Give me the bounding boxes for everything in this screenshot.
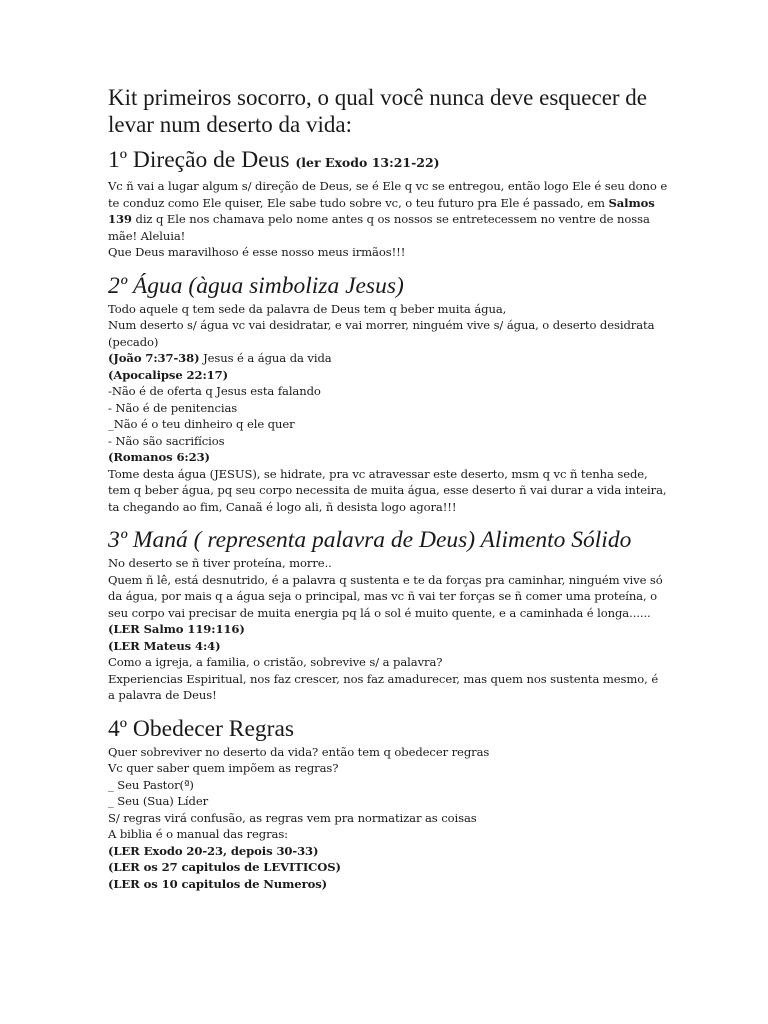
bible-reference bbox=[108, 876, 668, 893]
paragraph-text: diz q Ele nos chamava pelo nome antes q os nossos se entretecessem no ventre de nossa mãe! Aleluia! bbox=[108, 212, 650, 243]
bible-reference bbox=[108, 843, 668, 860]
list-item: _ Seu Pastor(ª) bbox=[108, 777, 194, 792]
list-item: _Não é o teu dinheiro q ele quer bbox=[108, 417, 295, 431]
paragraph: No deserto se ñ tiver proteína, morre.. bbox=[108, 556, 332, 570]
section-heading-text: 1º Direção de Deus bbox=[108, 147, 290, 173]
list-item: - Não é de penitencias bbox=[108, 400, 238, 415]
bible-reference bbox=[108, 621, 668, 638]
list-item: -Não é de oferta q Jesus esta falando bbox=[108, 384, 321, 398]
section-heading: 2º Água (àgua simboliza Jesus) bbox=[108, 272, 404, 299]
list-item: - Não são sacrifícios bbox=[108, 433, 225, 448]
paragraph: Vc quer saber quem impõem as regras? bbox=[108, 761, 339, 775]
section-agua bbox=[108, 273, 668, 516]
paragraph: Num deserto s/ água vc vai desidratar, e vai morrer, ninguém vive s/ água, o deserto desidrata (pecado) bbox=[108, 318, 655, 349]
bible-reference bbox=[108, 367, 668, 384]
section-heading: 4º Obedecer Regras bbox=[108, 715, 295, 742]
bible-reference bbox=[108, 449, 668, 466]
bible-reference: (João 7:37-38) bbox=[108, 351, 200, 365]
paragraph: Que Deus maravilhoso é esse nosso meus irmãos!!! bbox=[108, 245, 406, 259]
paragraph: Todo aquele q tem sede da palavra de Deus tem q beber muita água, bbox=[108, 301, 507, 316]
paragraph: Tome desta água (JESUS), se hidrate, pra vc atravessar este deserto, msm q vc ñ tenha sede, tem q beber água, pq seu corpo necessita de muita água, esse deserto ñ vai durar a vida inteira, ta chegando ao fim, Canaã é logo ali, ñ desista logo agora!!! bbox=[108, 466, 667, 514]
bible-reference-text: (LER os 27 capitulos de LEVITICOS) bbox=[108, 860, 341, 874]
bible-reference: Salmos 139 bbox=[108, 195, 655, 226]
document-page bbox=[108, 84, 668, 904]
bible-reference-text: (Romanos 6:23) bbox=[108, 450, 210, 464]
paragraph bbox=[108, 350, 668, 367]
paragraph: Quer sobreviver no deserto da vida? então tem q obedecer regras bbox=[108, 744, 490, 759]
bible-reference bbox=[108, 638, 668, 655]
paragraph-text: Vc ñ vai a lugar algum s/ direção de Deus, se é Ele q vc se entregou, então logo Ele é seu dono e te conduz como Ele quiser, Ele sabe tudo sobre vc, o teu futuro pra Ele é passado, em bbox=[108, 179, 668, 210]
bible-reference-text: (Apocalipse 22:17) bbox=[108, 367, 228, 382]
paragraph: Experiencias Espiritual, nos faz crescer, nos faz amadurecer, mas quem nos sustenta mesmo, é a palavra de Deus! bbox=[108, 671, 659, 702]
bible-reference-text: (LER Salmo 119:116) bbox=[108, 622, 245, 636]
section-mana bbox=[108, 527, 668, 704]
section-obedecer-regras bbox=[108, 716, 668, 893]
bible-reference-text: (LER Exodo 20-23, depois 30-33) bbox=[108, 843, 319, 858]
section-direcao-de-deus bbox=[108, 147, 668, 261]
bible-reference-text: (LER os 10 capitulos de Numeros) bbox=[108, 876, 328, 891]
paragraph bbox=[108, 178, 668, 244]
document-title: Kit primeiros socorro, o qual você nunca deve esquecer de levar num deserto da vida: bbox=[108, 85, 648, 137]
paragraph-text: Jesus é a água da vida bbox=[199, 351, 332, 365]
paragraph: Como a igreja, a familia, o cristão, sobrevive s/ a palavra? bbox=[108, 655, 443, 669]
list-item: _ Seu (Sua) Líder bbox=[108, 794, 209, 808]
paragraph: Quem ñ lê, está desnutrido, é a palavra q sustenta e te da forças pra caminhar, ninguém vive só da água, por mais q a água seja o principal, mas vc ñ vai ter forças se ñ comer uma proteína, o seu corpo vai precisar de muita energia pq lá o sol é muito quente, e a caminhada é longa...... bbox=[108, 572, 663, 620]
bible-reference bbox=[108, 859, 668, 876]
bible-reference: (ler Exodo 13:21-22) bbox=[295, 155, 440, 170]
paragraph: S/ regras virá confusão, as regras vem pra normatizar as coisas bbox=[108, 810, 477, 825]
bible-reference-text: (LER Mateus 4:4) bbox=[108, 638, 221, 653]
paragraph: A biblia é o manual das regras: bbox=[108, 827, 288, 841]
section-heading bbox=[108, 147, 668, 176]
section-heading: 3º Maná ( representa palavra de Deus) Alimento Sólido bbox=[108, 527, 632, 553]
